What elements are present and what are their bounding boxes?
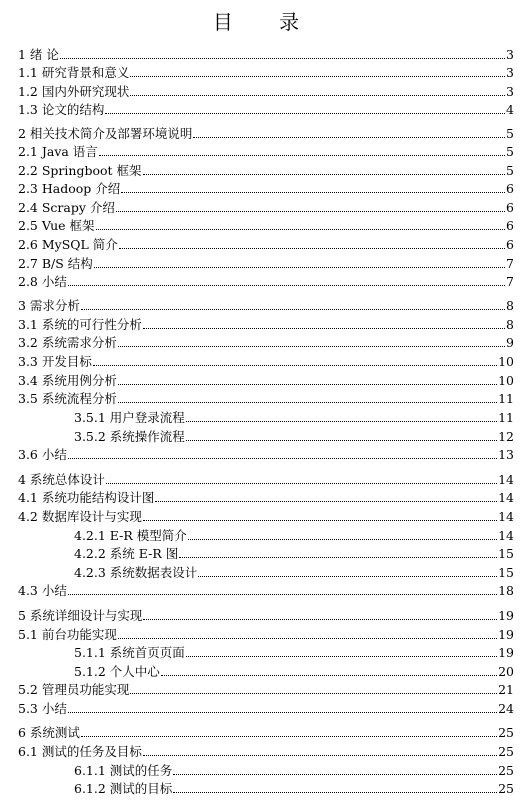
toc-entry[interactable]	[74, 527, 514, 543]
toc-entry[interactable]	[18, 446, 514, 462]
dot-leader	[143, 618, 497, 620]
toc-entry-label: 6.1.1 测试的任务	[74, 763, 173, 778]
toc-entry-label: 2.5 Vue 框架	[18, 218, 95, 233]
toc-entry-page: 11	[498, 391, 514, 406]
toc-entry-label: 1.2 国内外研究现状	[18, 84, 130, 99]
toc-entry[interactable]	[74, 545, 514, 561]
toc-entry-label: 2.6 MySQL 简介	[18, 237, 118, 252]
toc-entry[interactable]	[18, 582, 514, 598]
toc-entry[interactable]	[18, 143, 514, 159]
toc-entry[interactable]	[18, 700, 514, 716]
toc-entry-page: 21	[498, 682, 514, 697]
toc-entry-page: 14	[498, 472, 514, 487]
dot-leader	[130, 692, 497, 694]
toc-entry-page: 19	[498, 608, 514, 623]
toc-entry-label: 6.1.2 测试的目标	[74, 781, 173, 796]
toc-entry-page: 10	[498, 373, 514, 388]
dot-leader	[198, 575, 497, 577]
dot-leader	[173, 791, 497, 793]
toc-entry[interactable]	[74, 762, 514, 778]
toc-entry-page: 6	[506, 237, 514, 252]
toc-entry-label: 2.3 Hadoop 介绍	[18, 181, 121, 196]
toc-entry-page: 15	[498, 546, 514, 561]
toc-entry[interactable]	[18, 101, 514, 117]
toc-entry[interactable]	[18, 64, 514, 80]
toc-entry-label: 4.1 系统功能结构设计图	[18, 490, 155, 505]
toc-entry-label: 2 相关技术简介及部署环境说明	[18, 126, 193, 141]
toc-entry-page: 19	[498, 645, 514, 660]
toc-entry-label: 4.2.1 E-R 模型简介	[74, 528, 187, 543]
toc-entry-page: 14	[498, 509, 514, 524]
toc-entry-label: 3.6 小结	[18, 447, 67, 462]
toc-entry-label: 5 系统详细设计与实现	[18, 608, 143, 623]
toc-entry-page: 9	[506, 335, 514, 350]
toc-entry[interactable]	[18, 626, 514, 642]
dot-leader	[94, 266, 505, 268]
dot-leader	[186, 439, 497, 441]
toc-entry-page: 13	[498, 447, 514, 462]
toc-entry-page: 24	[498, 701, 514, 716]
toc-entry[interactable]	[18, 489, 514, 505]
toc-entry-label: 3.3 开发目标	[18, 354, 92, 369]
toc-entry-page: 25	[498, 763, 514, 778]
dot-leader	[130, 75, 505, 77]
dot-leader	[193, 136, 505, 138]
toc-entry-label: 5.2 管理员功能实现	[18, 682, 130, 697]
dot-leader	[96, 228, 505, 230]
toc-entry[interactable]	[18, 724, 514, 740]
toc-entry-page: 6	[506, 181, 514, 196]
toc-entry-page: 3	[506, 84, 514, 99]
toc-entry[interactable]	[18, 199, 514, 215]
toc-entry-label: 6 系统测试	[18, 725, 80, 740]
toc-entry[interactable]	[18, 372, 514, 388]
toc-entry-page: 5	[506, 126, 514, 141]
dot-leader	[105, 112, 505, 114]
toc-entry-label: 3.4 系统用例分析	[18, 373, 117, 388]
toc-entry-page: 6	[506, 218, 514, 233]
dot-leader	[99, 154, 505, 156]
toc-entry-label: 5.1.1 系统首页页面	[74, 645, 185, 660]
toc-entry-label: 4.2.3 系统数据表设计	[74, 565, 198, 580]
dot-leader	[68, 284, 505, 286]
toc-entry-page: 10	[498, 354, 514, 369]
dot-leader	[81, 308, 505, 310]
toc-entry-page: 3	[506, 47, 514, 62]
dot-leader	[143, 519, 497, 521]
dot-leader	[179, 556, 497, 558]
toc-entry-label: 1 绪 论	[18, 47, 59, 62]
toc-entry-page: 8	[506, 298, 514, 313]
toc-entry-page: 7	[506, 256, 514, 271]
toc-entry[interactable]	[18, 273, 514, 289]
dot-leader	[173, 773, 497, 775]
toc-entry-page: 18	[498, 583, 514, 598]
toc-entry[interactable]	[18, 508, 514, 524]
dot-leader	[143, 327, 505, 329]
toc-entry-page: 5	[506, 144, 514, 159]
dot-leader	[118, 637, 497, 639]
toc-entry-page: 8	[506, 317, 514, 332]
toc-entry-label: 3 需求分析	[18, 298, 80, 313]
dot-leader	[121, 191, 505, 193]
dot-leader	[119, 247, 505, 249]
dot-leader	[186, 655, 497, 657]
toc-entry[interactable]	[18, 334, 514, 350]
toc-entry-page: 5	[506, 163, 514, 178]
toc-entry-page: 6	[506, 200, 514, 215]
toc-entry-label: 4.3 小结	[18, 583, 67, 598]
dot-leader	[130, 94, 505, 96]
toc-entry[interactable]	[18, 46, 514, 62]
toc-entry[interactable]	[18, 607, 514, 623]
toc-entry[interactable]	[74, 409, 514, 425]
dot-leader	[188, 538, 497, 540]
toc-entry[interactable]	[18, 180, 514, 196]
toc-entry-label: 5.1.2 个人中心	[74, 664, 160, 679]
toc-entry-label: 5.1 前台功能实现	[18, 627, 117, 642]
toc-entry[interactable]	[18, 353, 514, 369]
dot-leader	[118, 345, 505, 347]
toc-entry-label: 3.2 系统需求分析	[18, 335, 117, 350]
toc-entry[interactable]	[18, 316, 514, 332]
toc-entry[interactable]	[18, 297, 514, 313]
dot-leader	[155, 500, 497, 502]
toc-entry[interactable]	[18, 236, 514, 252]
toc-entry[interactable]	[74, 564, 514, 580]
toc-entry-label: 1.1 研究背景和意义	[18, 65, 130, 80]
toc-entry-label: 4.2.2 系统 E-R 图	[74, 546, 179, 561]
toc-entry[interactable]	[74, 428, 514, 444]
toc-entry[interactable]	[18, 162, 514, 178]
toc-entry-label: 2.1 Java 语言	[18, 144, 98, 159]
dot-leader	[186, 420, 497, 422]
toc-entry-page: 11	[498, 410, 514, 425]
toc-entry-label: 3.5 系统流程分析	[18, 391, 117, 406]
dot-leader	[143, 754, 497, 756]
dot-leader	[116, 210, 505, 212]
toc-entry-page: 25	[498, 781, 514, 796]
dot-leader	[93, 364, 497, 366]
toc-entry-label: 3.1 系统的可行性分析	[18, 317, 142, 332]
toc-entry[interactable]	[18, 743, 514, 759]
toc-entry-page: 14	[498, 528, 514, 543]
toc-entry[interactable]	[18, 83, 514, 99]
toc-entry-label: 4.2 数据库设计与实现	[18, 509, 142, 524]
toc-entry-page: 14	[498, 490, 514, 505]
toc-entry-page: 3	[506, 65, 514, 80]
toc-entry-page: 4	[506, 102, 514, 117]
dot-leader	[106, 482, 497, 484]
dot-leader	[68, 711, 497, 713]
toc-entry-label: 2.8 小结	[18, 274, 67, 289]
dot-leader	[161, 674, 497, 676]
toc-entry[interactable]	[18, 125, 514, 141]
toc-entry[interactable]	[18, 217, 514, 233]
toc-entry-label: 4 系统总体设计	[18, 472, 105, 487]
toc-title: 目 录	[212, 10, 320, 34]
dot-leader	[143, 173, 506, 175]
dot-leader	[60, 57, 505, 59]
toc-entry-page: 15	[498, 565, 514, 580]
toc-entry[interactable]	[74, 663, 514, 679]
toc-entry-label: 3.5.1 用户登录流程	[74, 410, 185, 425]
toc-entry[interactable]	[18, 390, 514, 406]
toc-entry[interactable]	[74, 644, 514, 660]
toc-entry[interactable]	[18, 681, 514, 697]
toc-entry[interactable]	[18, 471, 514, 487]
dot-leader	[68, 593, 497, 595]
dot-leader	[118, 401, 497, 403]
toc-entry-label: 2.2 Springboot 框架	[18, 163, 142, 178]
toc-entry-label: 1.3 论文的结构	[18, 102, 105, 117]
toc-entry[interactable]	[18, 255, 514, 271]
dot-leader	[81, 735, 497, 737]
toc-entry[interactable]	[74, 780, 514, 796]
toc-entry-label: 5.3 小结	[18, 701, 67, 716]
toc-entry-label: 2.7 B/S 结构	[18, 256, 93, 271]
toc-entry-page: 25	[498, 744, 514, 759]
toc-entry-page: 7	[506, 274, 514, 289]
toc-entry-page: 25	[498, 725, 514, 740]
toc-entry-label: 3.5.2 系统操作流程	[74, 429, 185, 444]
dot-leader	[68, 457, 497, 459]
dot-leader	[118, 383, 497, 385]
toc-entry-label: 2.4 Scrapy 介绍	[18, 200, 115, 215]
toc-entry-page: 12	[498, 429, 514, 444]
toc-entry-page: 19	[498, 627, 514, 642]
toc-entry-page: 20	[498, 664, 514, 679]
toc-entry-label: 6.1 测试的任务及目标	[18, 744, 142, 759]
